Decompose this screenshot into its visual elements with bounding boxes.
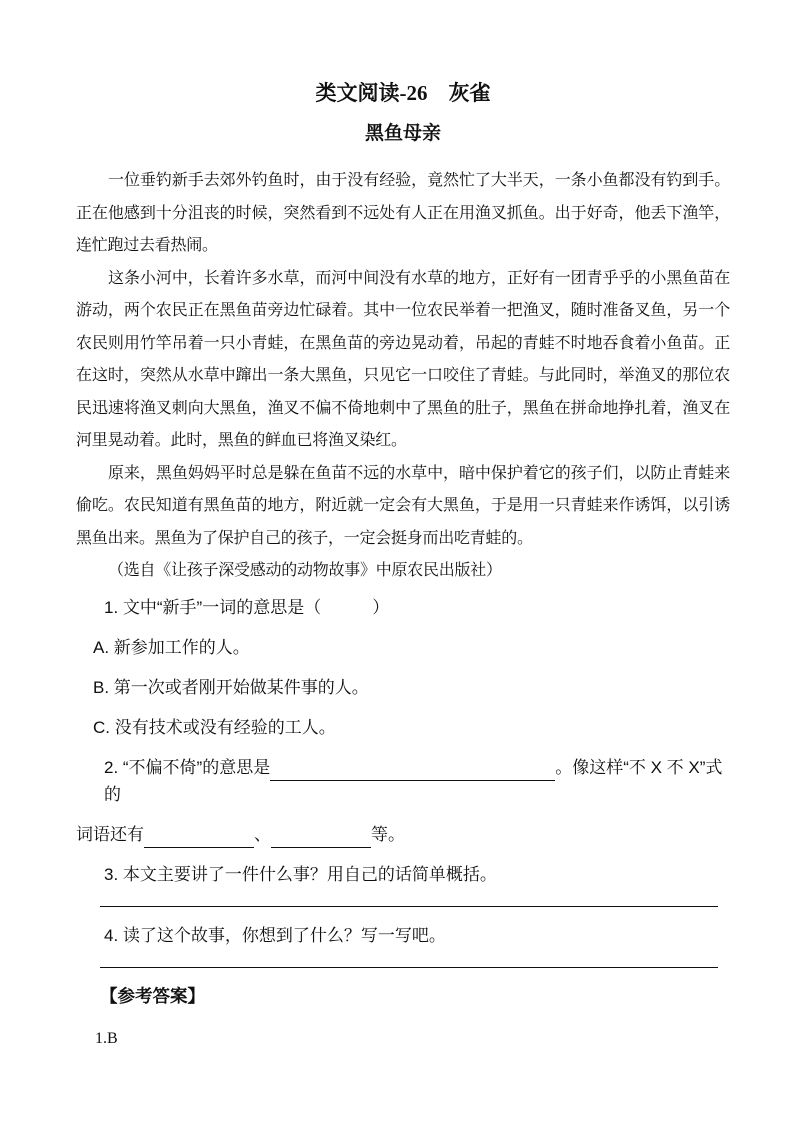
question-1-option-b: B. 第一次或者刚开始做某件事的人。 [93, 677, 369, 697]
doc-title: 类文阅读-26 灰雀 [315, 81, 491, 105]
answer-blank-1 [270, 761, 555, 781]
question-4: 4. 读了这个故事，你想到了什么？写一写吧。 [104, 925, 446, 945]
question-2-after-blank: 。像这样“不 X 不 X”式的 [104, 757, 723, 804]
question-2-continued [76, 821, 730, 848]
story-paragraph-3: 原来，黑鱼妈妈平时总是躲在鱼苗不远的水草中，暗中保护着它的孩子们，以防止青蛙来偷吃。农民知道有黑鱼苗的地方，附近就一定会有大黑鱼，于是用一只青蛙来作诱饵，以引诱黑鱼出来。黑鱼为了保护自己的孩子，一定会挺身而出吃青蛙的。 [76, 464, 730, 547]
question-2-stem: 2. “不偏不倚”的意思是 [104, 757, 271, 777]
story-attribution: （选自《让孩子深受感动的动物故事》中原农民出版社） [108, 562, 502, 579]
story-paragraph-2: 这条小河中，长着许多水草，而河中间没有水草的地方，正好有一团青乎乎的小黑鱼苗在游动，两个农民正在黑鱼苗旁边忙碌着。其中一位农民举着一把渔叉，随时准备叉鱼，另一个农民则用竹竿吊着一只小青蛙，在黑鱼苗的旁边晃动着，吊起的青蛙不时地吞食着小鱼苗。正在这时，突然从水草中蹿出一条大黑鱼，只见它一口咬住了青蛙。与此同时，举渔叉的那位农民迅速将渔叉刺向大黑鱼，渔叉不偏不倚地刺中了黑鱼的肚子，黑鱼在拼命地挣扎着，渔叉在河里晃动着。此时，黑鱼的鲜血已将渔叉染红。 [76, 269, 730, 449]
answer-blank-2 [144, 828, 254, 848]
question-1: 1. 文中“新手”一词的意思是（ ） [104, 597, 390, 617]
answer-item-1: 1.B [95, 1029, 118, 1047]
question-2-suffix: 等。 [371, 824, 405, 844]
question-2-line2-prefix: 词语还有 [76, 824, 144, 844]
question-2-separator: 、 [254, 824, 271, 844]
answer-blank-3 [271, 828, 371, 848]
story-title: 黑鱼母亲 [364, 123, 441, 144]
story-body [76, 165, 730, 588]
question-1-option-c: C. 没有技术或没有经验的工人。 [93, 717, 336, 737]
story-paragraph-1: 一位垂钓新手去郊外钓鱼时，由于没有经验，竟然忙了大半天，一条小鱼都没有钓到手。正在他感到十分沮丧的时候，突然看到不远处有人正在用渔叉抓鱼。出于好奇，他丢下渔竿，连忙跑过去看热闹。 [76, 172, 730, 254]
answer-line-question-4 [100, 967, 718, 968]
questions-section [76, 594, 730, 968]
question-1-option-a: A. 新参加工作的人。 [93, 637, 250, 657]
answer-key-heading: 【参考答案】 [100, 985, 205, 1006]
answer-key-section [76, 983, 730, 1052]
answer-line-question-3 [100, 906, 718, 907]
question-2 [76, 754, 730, 808]
question-3: 3. 本文主要讲了一件什么事？用自己的话简单概括。 [104, 864, 497, 884]
